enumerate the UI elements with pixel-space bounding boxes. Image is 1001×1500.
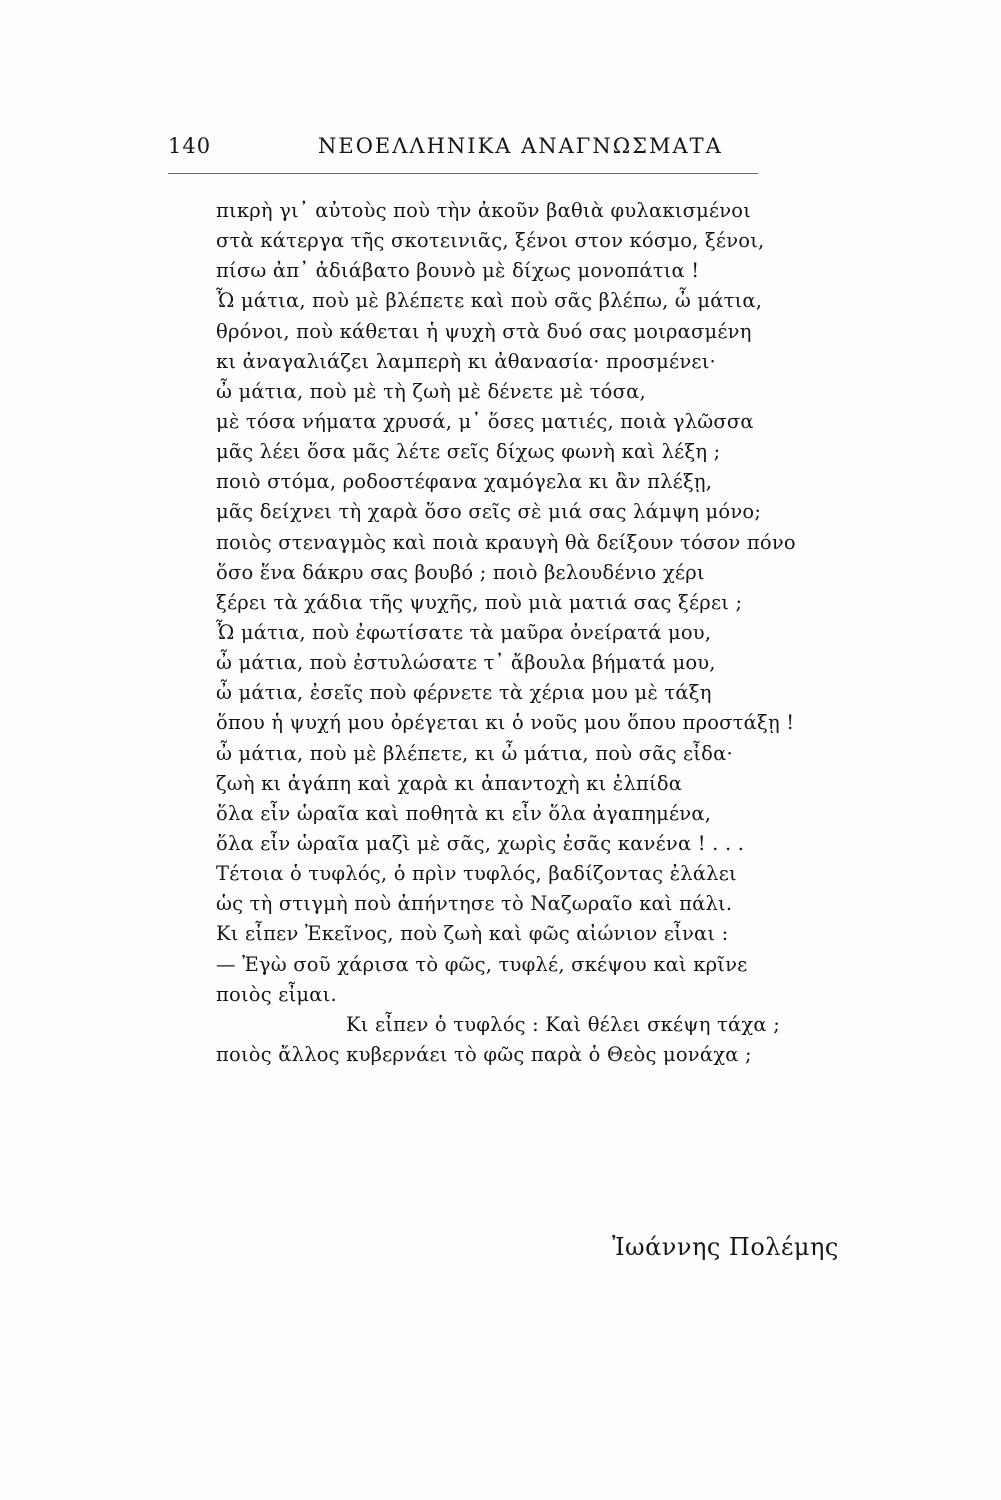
verse-line: ὡς τὴ στιγμὴ ποὺ ἀπήντησε τὸ Ναζωραῖο καὶ πάλι. [216,892,733,916]
verse-line: θρόνοι, ποὺ κάθεται ἡ ψυχὴ στὰ δυό σας μοιρασμένη [216,319,752,343]
page-number: 140 [168,134,212,158]
header-rule [168,173,758,174]
verse-line: ποιὸς ἄλλος κυβερνάει τὸ φῶς παρὰ ὁ Θεὸς μονάχα ; [216,1042,752,1066]
verse-line: μᾶς λέει ὅσα μᾶς λέτε σεῖς δίχως φωνὴ καὶ λέξη ; [216,440,721,464]
verse-line-indented: Κι εἶπεν ὁ τυφλός : Καὶ θέλει σκέψη τάχα ; [346,1012,780,1036]
verse-line: μὲ τόσα νήματα χρυσά, μ᾽ ὅσες ματιές, ποιὰ γλῶσσα [216,409,754,433]
verse-line: μᾶς δείχνει τὴ χαρὰ ὅσο σεῖς σὲ μιά σας λάμψη μόνο; [216,500,762,524]
verse-line: Τέτοια ὁ τυφλός, ὁ πρὶν τυφλός, βαδίζοντας ἐλάλει [216,862,737,886]
poem-text [216,196,856,1070]
verse-line: ὦ μάτια, ἐσεῖς ποὺ φέρνετε τὰ χέρια μου μὲ τάξη [216,681,712,705]
running-title: ΝΕΟΕΛΛΗΝΙΚΑ ΑΝΑΓΝΩΣΜΑΤΑ [318,134,723,158]
verse-line: ὅσο ἕνα δάκρυ σας βουβό ; ποιὸ βελουδένιο χέρι [216,560,705,584]
verse-line: ποιὸς στεναγμὸς καὶ ποιὰ κραυγὴ θὰ δείξουν τόσον πόνο [216,530,796,554]
verse-line: κι ἀναγαλιάζει λαμπερὴ κι ἀθανασία· προσμένει· [216,349,716,373]
verse-line: ὅλα εἶν ὡραῖα μαζὶ μὲ σᾶς, χωρὶς ἐσᾶς κανένα ! . . . [216,831,745,855]
author-signature: Ἰωάννης Πολέμης [612,1233,839,1261]
verse-line: πίσω ἀπ᾽ ἀδιάβατο βουνὸ μὲ δίχως μονοπάτια ! [216,259,700,283]
running-head [168,132,758,166]
verse-line: ὅπου ἡ ψυχή μου ὀρέγεται κι ὁ νοῦς μου ὅπου προστάξῃ ! [216,711,795,735]
verse-line: ποιὸ στόμα, ροδοστέφανα χαμόγελα κι ἂν πλέξῃ, [216,470,713,494]
verse-line: Κι εἶπεν Ἐκεῖνος, ποὺ ζωὴ καὶ φῶς αἰώνιον εἶναι : [216,922,729,946]
verse-line: ὦ μάτια, ποὺ μὲ βλέπετε, κι ὦ μάτια, ποὺ σᾶς εἶδα· [216,741,733,765]
verse-line: Ὦ μάτια, ποὺ ἐφωτίσατε τὰ μαῦρα ὀνείρατά μου, [216,620,712,644]
verse-line: ὦ μάτια, ποὺ ἐστυλώσατε τ᾽ ἄβουλα βήματά μου, [216,651,716,675]
verse-line: ὅλα εἶν ὡραῖα καὶ ποθητὰ κι εἶν ὅλα ἀγαπημένα, [216,801,712,825]
verse-line: ὦ μάτια, ποὺ μὲ τὴ ζωὴ μὲ δένετε μὲ τόσα, [216,379,646,403]
verse-line: ξέρει τὰ χάδια τῆς ψυχῆς, ποὺ μιὰ ματιά σας ξέρει ; [216,590,743,614]
verse-line: πικρὴ γι᾽ αὐτοὺς ποὺ τὴν ἀκοῦν βαθιὰ φυλακισμένοι [216,199,752,222]
verse-line: Ὦ μάτια, ποὺ μὲ βλέπετε καὶ ποὺ σᾶς βλέπω, ὦ μάτια, [216,289,763,313]
verse-line: — Ἐγὼ σοῦ χάρισα τὸ φῶς, τυφλέ, σκέψου καὶ κρῖνε [216,952,748,976]
verse-line: στὰ κάτεργα τῆς σκοτεινιᾶς, ξένοι στον κόσμο, ξένοι, [216,229,765,253]
verse-line: ποιὸς εἶμαι. [216,982,337,1006]
verse-line: ζωὴ κι ἀγάπη καὶ χαρὰ κι ἀπαντοχὴ κι ἐλπίδα [216,771,683,795]
